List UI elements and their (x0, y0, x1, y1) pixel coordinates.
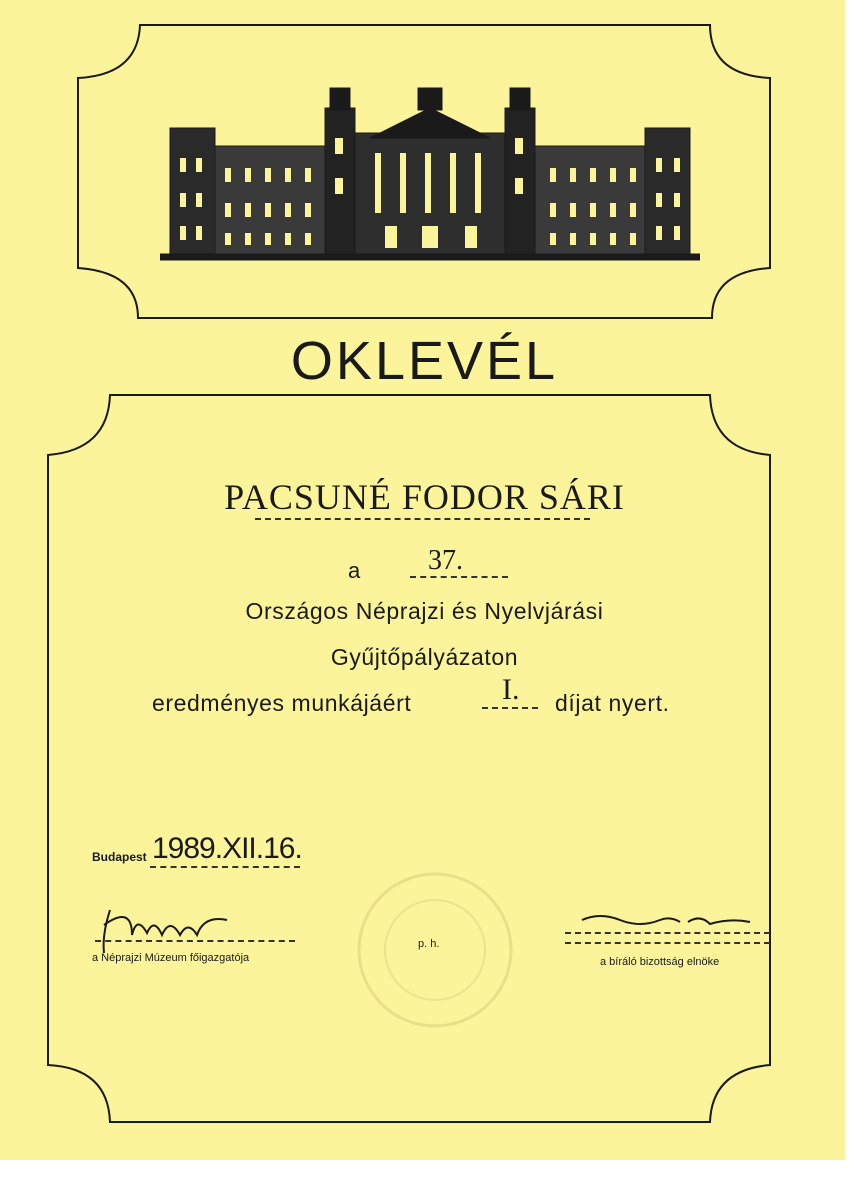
left-signer-role: a Néprajzi Múzeum főigazgatója (92, 952, 250, 964)
right-signature-line-1 (565, 932, 770, 934)
recipient-name-dotted-line (255, 518, 590, 520)
place-label: Budapest (92, 850, 147, 864)
museum-building-illustration (160, 78, 700, 268)
right-signature-line-2 (565, 942, 770, 944)
edition-number: 37. (428, 545, 463, 576)
prize-dotted-line (482, 707, 538, 709)
recipient-name: PACSUNÉ FODOR SÁRI (224, 477, 625, 517)
issue-date: 1989.XII.16. (152, 832, 302, 865)
director-signature (92, 895, 252, 955)
prize-rank: I. (502, 673, 520, 706)
result-prefix: eredményes munkájáért (152, 690, 412, 716)
competition-line2: Gyűjtőpályázaton (330, 644, 519, 670)
date-dotted-line (150, 866, 300, 868)
competition-line1: Országos Néprajzi és Nyelvjárási (245, 598, 604, 624)
left-signature-line (95, 940, 295, 942)
certificate-title: OKLEVÉL (290, 331, 559, 391)
faint-stamp-seal (355, 870, 515, 1030)
edition-dotted-line (410, 576, 508, 578)
edition-prefix: a (348, 558, 361, 583)
seal-mark: p. h. (418, 938, 440, 950)
result-suffix: díjat nyert. (555, 690, 670, 716)
right-signer-role: a bíráló bizottság elnöke (600, 956, 720, 968)
